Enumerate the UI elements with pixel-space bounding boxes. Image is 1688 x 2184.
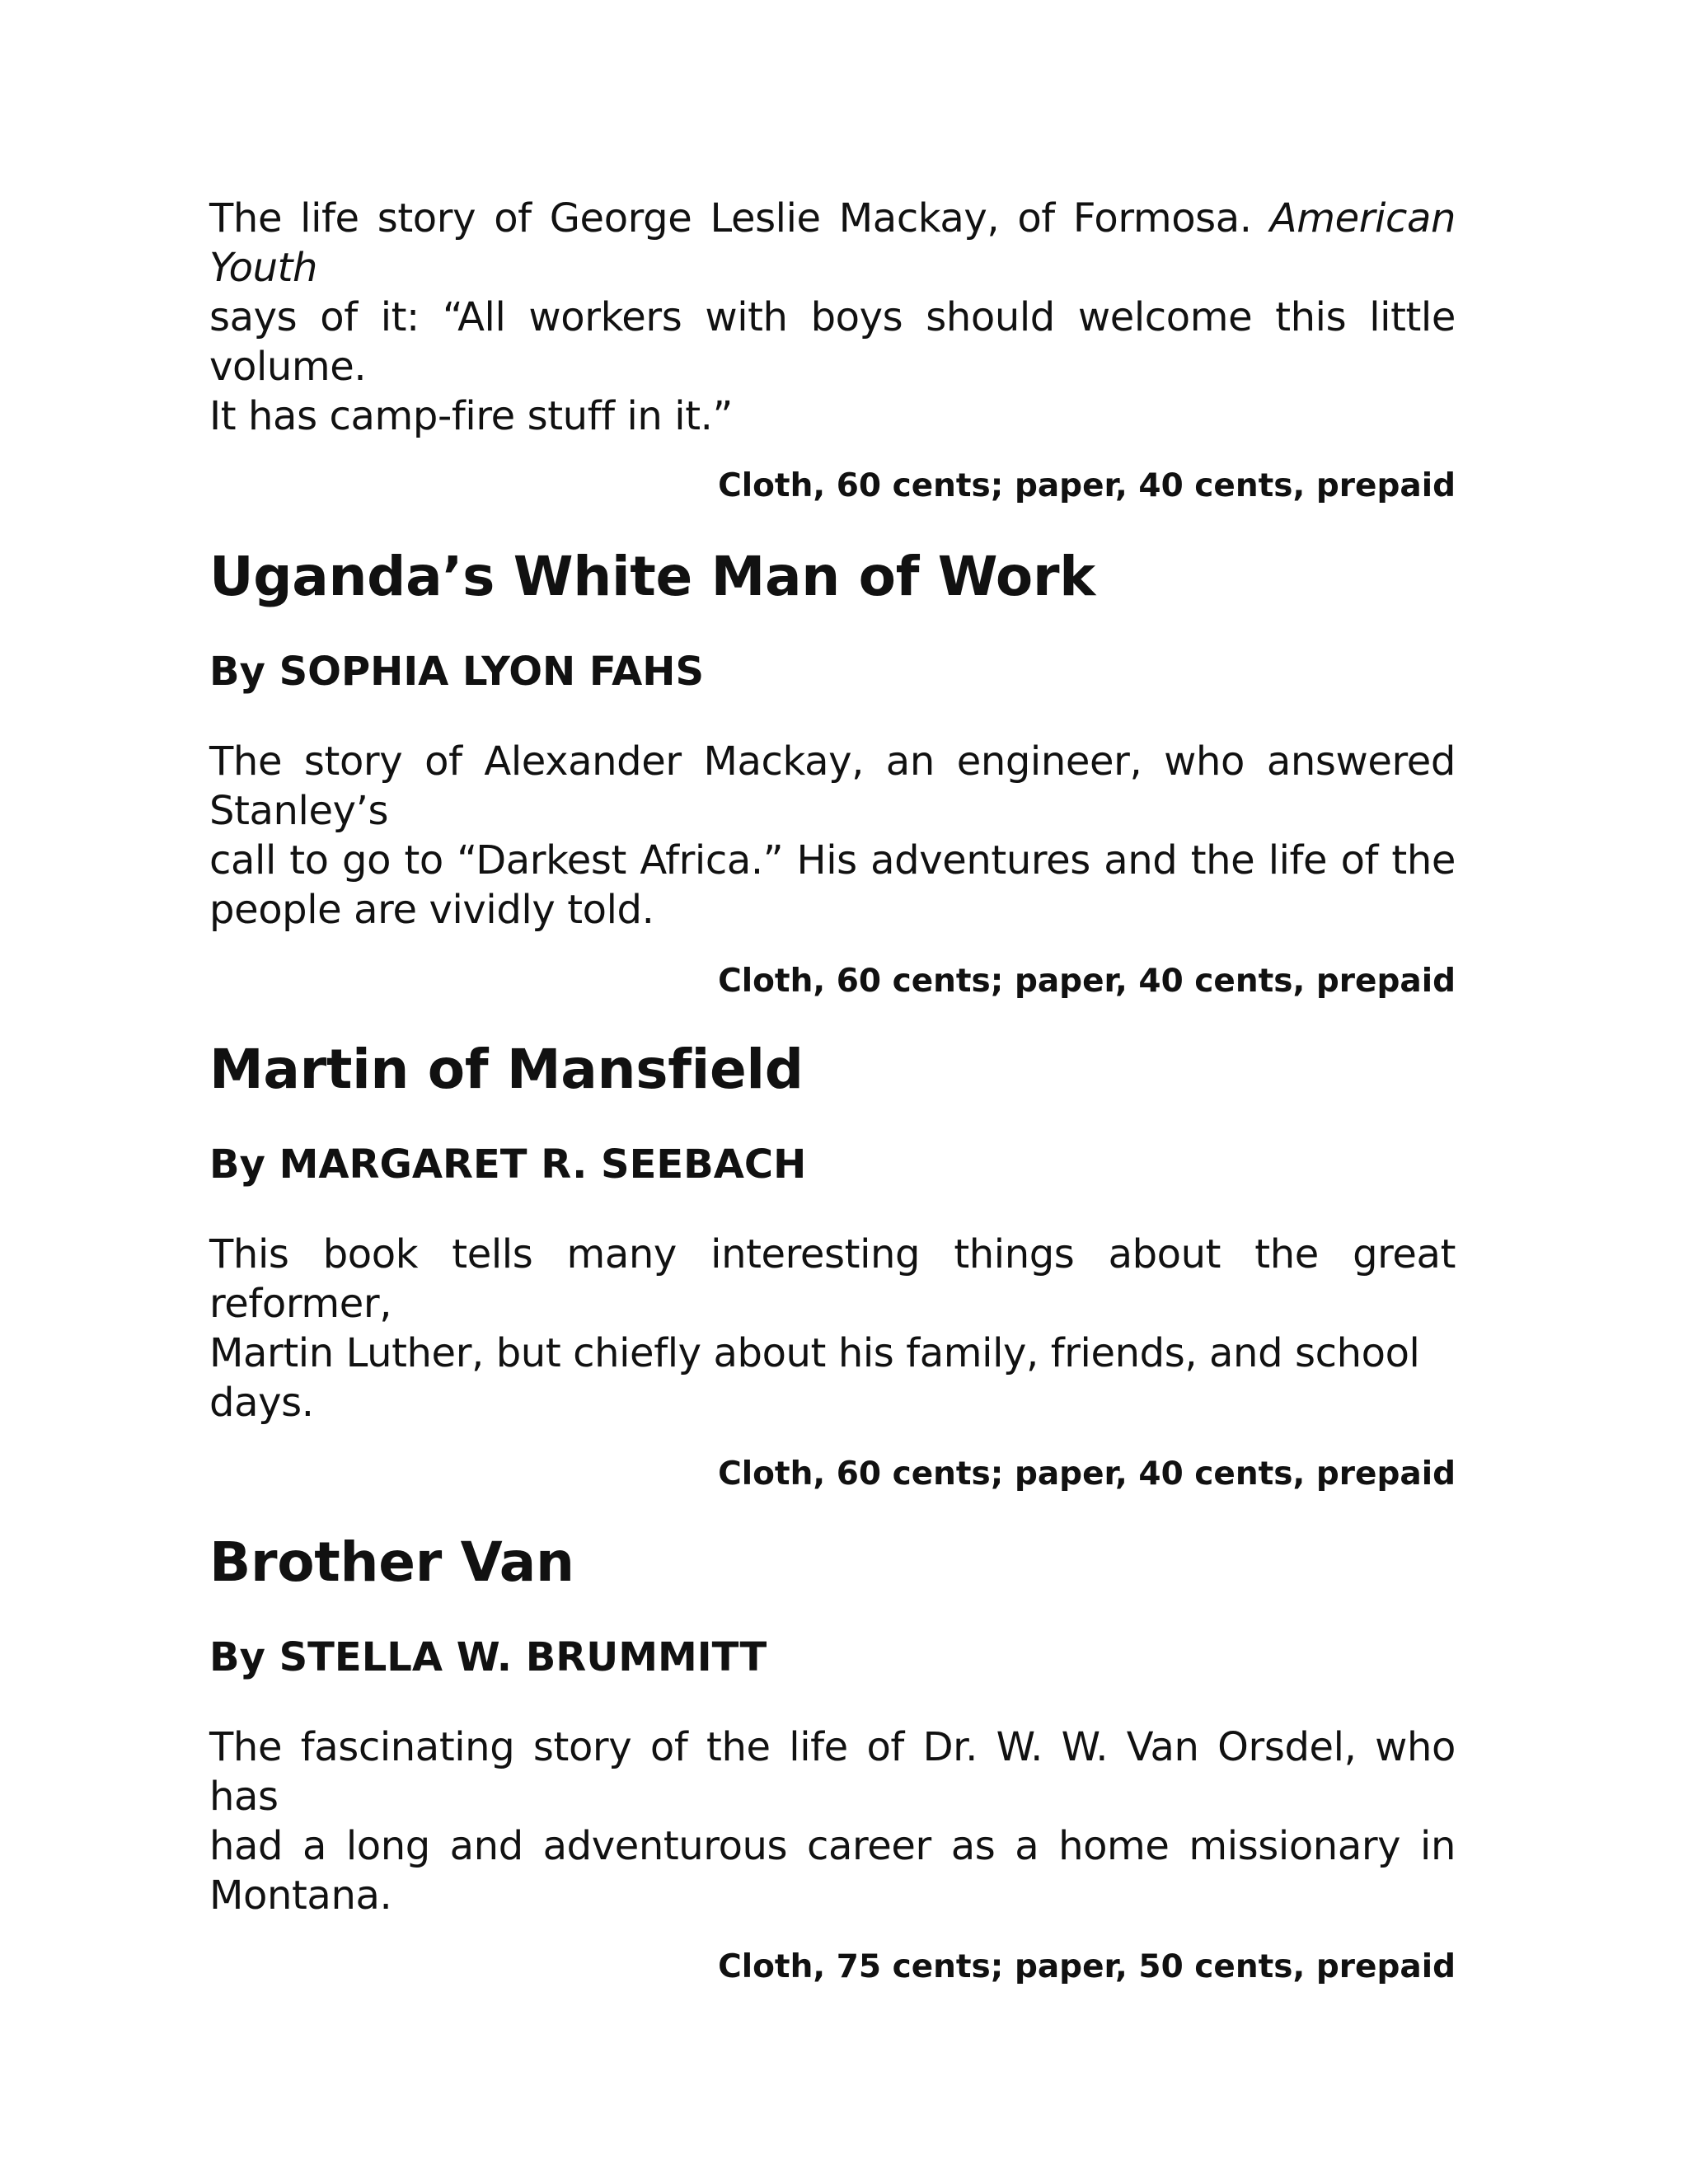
description-line: Montana. <box>209 1872 392 1919</box>
catalog-page <box>209 194 1456 1988</box>
book-entry <box>209 1037 1456 1495</box>
intro-line-2: says of it: “All workers with boys should welcome this little volume. <box>209 294 1456 390</box>
intro-price: Cloth, 60 cents; paper, 40 cents, prepaid <box>718 467 1456 504</box>
intro-line-3: It has camp-fire stuff in it.” <box>209 393 733 439</box>
description-line: This book tells many interesting things about the great reformer, <box>209 1231 1456 1327</box>
book-author: By MARGARET R. SEEBACH <box>209 1141 807 1188</box>
description-line: call to go to “Darkest Africa.” His adventures and the life of the <box>209 837 1456 883</box>
book-title: Brother Van <box>209 1530 574 1594</box>
description-line: The story of Alexander Mackay, an engineer, who answered Stanley’s <box>209 738 1456 834</box>
book-description <box>209 737 1456 935</box>
book-title: Martin of Mansfield <box>209 1038 804 1101</box>
intro-line-1-text: The life story of George Leslie Mackay, of Formosa. <box>209 195 1252 241</box>
intro-line-1 <box>209 194 1456 293</box>
description-line: Martin Luther, but chiefly about his family, friends, and school days. <box>209 1330 1420 1426</box>
book-description <box>209 1722 1456 1920</box>
book-title: Uganda’s White Man of Work <box>209 545 1095 608</box>
book-price: Cloth, 60 cents; paper, 40 cents, prepaid <box>718 1455 1456 1493</box>
book-description <box>209 1230 1456 1427</box>
book-price: Cloth, 75 cents; paper, 50 cents, prepaid <box>718 1948 1456 1985</box>
book-author: By SOPHIA LYON FAHS <box>209 649 705 695</box>
intro-entry <box>209 194 1456 507</box>
book-entry <box>209 1530 1456 1988</box>
intro-description <box>209 194 1456 441</box>
description-line: The fascinating story of the life of Dr. W. W. Van Orsdel, who has <box>209 1724 1456 1820</box>
intro-italic-source: American Youth <box>209 195 1456 291</box>
description-line: people are vividly told. <box>209 887 654 933</box>
description-line: had a long and adventurous career as a home missionary in <box>209 1823 1456 1869</box>
book-price: Cloth, 60 cents; paper, 40 cents, prepaid <box>718 963 1456 1000</box>
book-author: By STELLA W. BRUMMITT <box>209 1634 767 1680</box>
book-entry <box>209 544 1456 1002</box>
